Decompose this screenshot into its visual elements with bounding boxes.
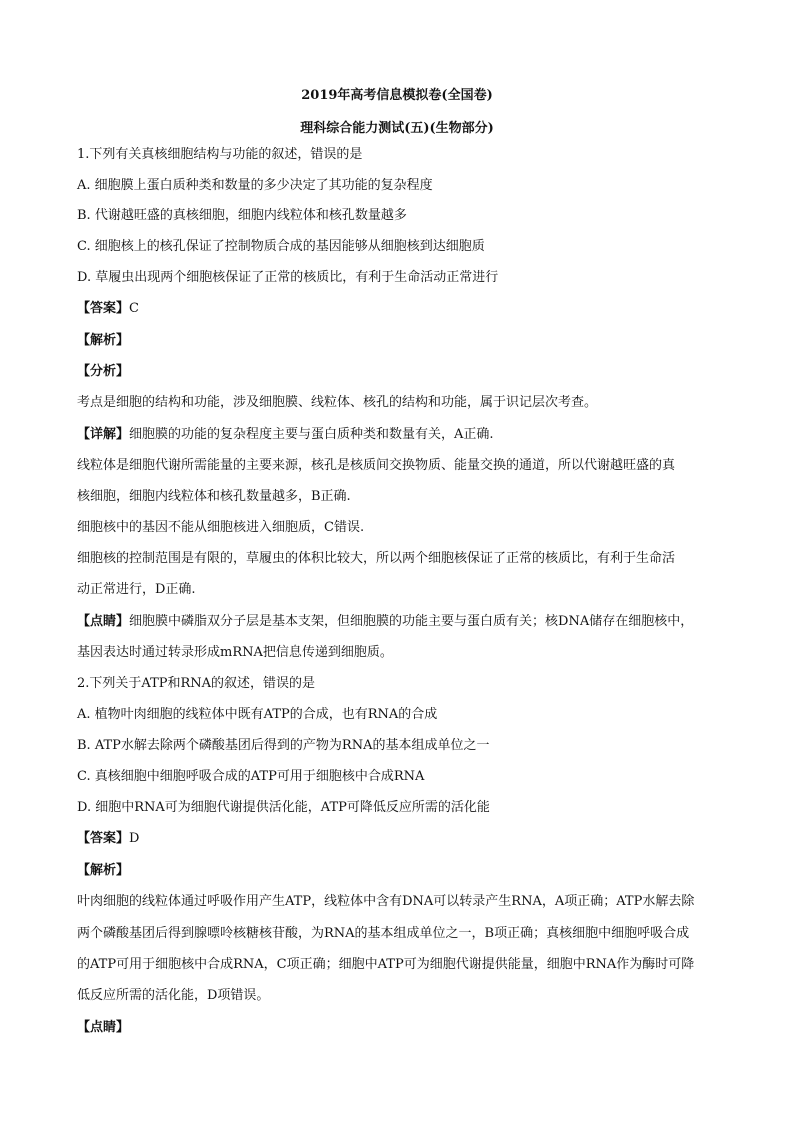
q1-option-d: D. 草履虫出现两个细胞核保证了正常的核质比，有利于生命活动正常进行 — [77, 270, 499, 285]
q1-stem: 1.下列有关真核细胞结构与功能的叙述，错误的是 — [77, 147, 363, 162]
q1-option-b: B. 代谢越旺盛的真核细胞，细胞内线粒体和核孔数量越多 — [77, 208, 407, 223]
q1-analysis-tag: 【解析】 — [77, 333, 130, 348]
q1-detail-line: 核细胞，细胞内线粒体和核孔数量越多，B正确. — [77, 489, 351, 504]
answer-value: D — [129, 831, 140, 846]
q1-fenxi-tag: 【分析】 — [77, 364, 130, 379]
q2-analysis-line: 的ATP可用于细胞核中合成RNA，C项正确；细胞中ATP可为细胞代谢提供能量，细胞中RNA作为酶时可降 — [77, 957, 695, 972]
q1-fenxi-text: 考点是细胞的结构和功能，涉及细胞膜、线粒体、核孔的结构和功能，属于识记层次考查。 — [77, 395, 598, 410]
q2-analysis-line: 叶肉细胞的线粒体通过呼吸作用产生ATP，线粒体中含有DNA可以转录产生RNA，A项正确；ATP水解去除 — [77, 894, 695, 909]
q2-option-d: D. 细胞中RNA可为细胞代谢提供活化能，ATP可降低反应所需的活化能 — [77, 800, 490, 815]
q2-analysis-tag: 【解析】 — [77, 863, 130, 878]
answer-tag: 【答案】 — [77, 301, 130, 316]
q1-option-a: A. 细胞膜上蛋白质种类和数量的多少决定了其功能的复杂程度 — [77, 178, 433, 193]
answer-value: C — [129, 301, 139, 316]
q1-answer — [77, 301, 139, 317]
q2-dianjing-tag: 【点睛】 — [77, 1020, 130, 1035]
q1-dianjing-second: 基因表达时通过转录形成mRNA把信息传递到细胞质。 — [77, 645, 393, 660]
dianjing-tag: 【点睛】 — [77, 614, 130, 629]
q1-detail-line: 线粒体是细胞代谢所需能量的主要来源，核孔是核质间交换物质、能量交换的通道，所以代谢越旺盛的真 — [77, 458, 676, 473]
q1-detail-line: 细胞核的控制范围是有限的，草履虫的体积比较大，所以两个细胞核保证了正常的核质比，有利于生命活 — [77, 551, 676, 566]
detail-tag: 【详解】 — [77, 427, 130, 442]
q1-detail-line: 动正常进行，D正确. — [77, 582, 196, 597]
q1-dianjing-first — [77, 614, 693, 630]
q2-option-a: A. 植物叶肉细胞的线粒体中既有ATP的合成，也有RNA的合成 — [77, 707, 438, 722]
detail-text: 细胞膜的功能的复杂程度主要与蛋白质种类和数量有关，A正确. — [129, 427, 494, 442]
q2-analysis-line: 两个磷酸基团后得到腺嘌呤核糖核苷酸，为RNA的基本组成单位之一，B项正确；真核细胞中细胞呼吸合成 — [77, 926, 690, 941]
q2-analysis-line: 低反应所需的活化能，D项错误。 — [77, 988, 270, 1003]
answer-tag: 【答案】 — [77, 831, 130, 846]
q1-detail-line: 细胞核中的基因不能从细胞核进入细胞质，C错误. — [77, 520, 365, 535]
doc-subtitle: 理科综合能力测试(五)(生物部分) — [300, 121, 494, 136]
q2-option-b: B. ATP水解去除两个磷酸基团后得到的产物为RNA的基本组成单位之一 — [77, 738, 490, 753]
q1-option-c: C. 细胞核上的核孔保证了控制物质合成的基因能够从细胞核到达细胞质 — [77, 239, 485, 254]
q1-detail-first — [77, 427, 494, 443]
q2-stem: 2.下列关于ATP和RNA的叙述，错误的是 — [77, 676, 316, 691]
doc-title: 2019年高考信息模拟卷(全国卷) — [301, 88, 493, 103]
dianjing-text: 细胞膜中磷脂双分子层是基本支架，但细胞膜的功能主要与蛋白质有关；核DNA储存在细胞核中， — [129, 614, 694, 629]
q2-answer — [77, 831, 139, 847]
q2-option-c: C. 真核细胞中细胞呼吸合成的ATP可用于细胞核中合成RNA — [77, 769, 425, 784]
